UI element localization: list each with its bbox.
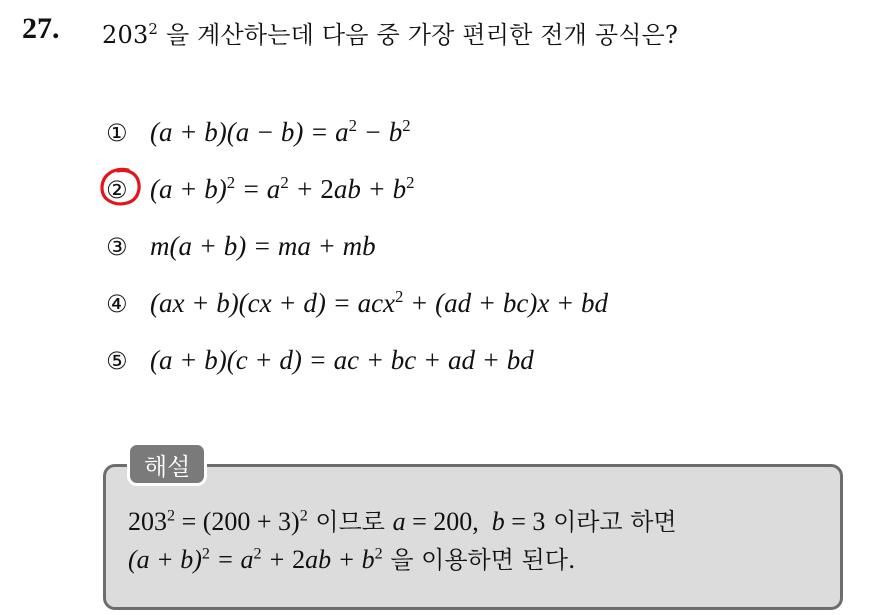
question-exponent: 2 [148,20,159,38]
choice-list [106,104,826,389]
choice-expression: $(a + b)^2 = a^2 + 2ab + b^2$ [150,173,415,204]
choice-expression: (a + b)(c + d) = ac + bc + ad + bd [150,345,534,375]
solution-line-1-text-a: 이므로 [307,508,393,536]
question-text [102,15,678,50]
choice-2[interactable] [106,161,826,218]
choice-marker: ③ [106,232,128,261]
solution-line-1-text-b: 이라고 하면 [545,508,677,536]
choice-marker: ⑤ [106,346,128,375]
solution-tab: 해설 [127,442,207,486]
choice-3[interactable] [106,218,826,275]
question-body: 을 계산하는데 다음 중 가장 편리한 전개 공식은? [165,21,679,49]
solution-line-2-text: 을 이용하면 된다. [382,546,576,574]
solution-line-1-math: $203^2 = (200 + 3)^2$ [128,507,308,536]
choice-expression: (ax + b)(cx + d) = acx$^2$ + (ad + bc)x + bd [150,287,609,318]
choice-5[interactable] [106,332,826,389]
choice-expression: m(a + b) = ma + mb [150,231,376,261]
choice-4[interactable] [106,275,826,332]
solution-line-2-math: $(a + b)^2 = a^2 + 2ab + b^2$ [128,545,383,574]
solution-line-2 [128,540,576,575]
choice-marker: ① [106,118,128,147]
solution-box [103,464,843,610]
question-number: 27. [22,12,60,45]
choice-marker: ② [106,175,128,204]
solution-line-1 [128,502,677,537]
choice-marker: ④ [106,289,128,318]
solution-line-1-math-2: a = 200, b = 3 [392,507,546,536]
choice-1[interactable] [106,104,826,161]
question-base: 203 [102,21,149,49]
choice-expression: $(a + b)(a - b) = a^2 - b^2$ [150,116,411,147]
